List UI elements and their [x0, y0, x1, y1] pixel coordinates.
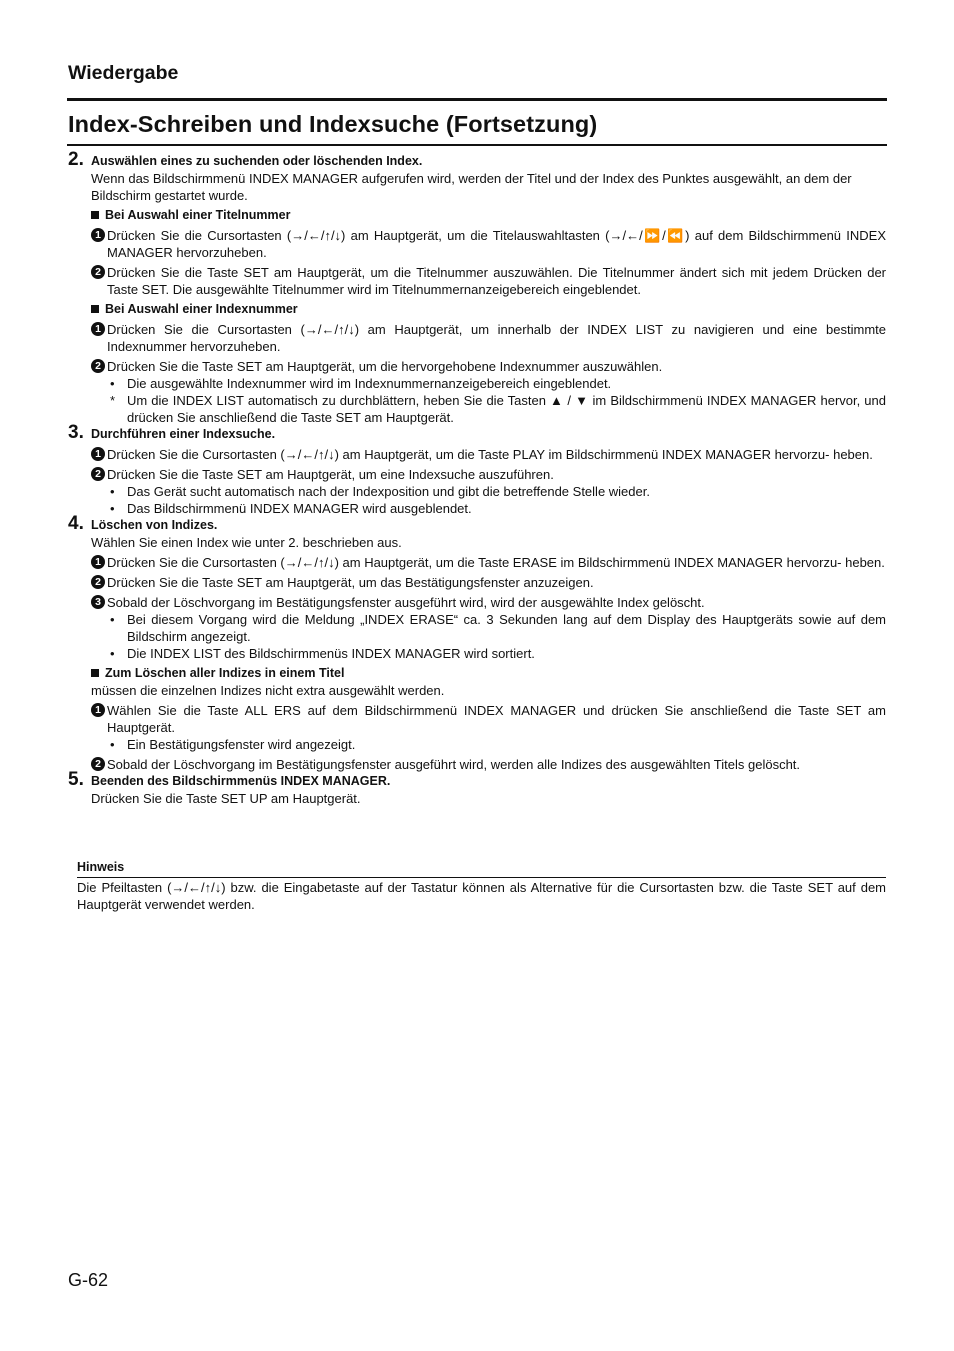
- instruction-text: Drücken Sie die Taste SET am Hauptgerät, um eine Indexsuche auszuführen.: [107, 467, 554, 482]
- numbered-instruction: [68, 358, 886, 375]
- step-number: 3.: [68, 422, 84, 443]
- circled-number-icon: 3: [91, 595, 105, 609]
- bullet-marker: •: [110, 376, 115, 391]
- circled-number-icon: 1: [91, 703, 105, 717]
- title-rule: [67, 144, 887, 146]
- step-heading: Auswählen eines zu suchenden oder löschenden Index.: [91, 154, 423, 168]
- bullet-item: [68, 736, 886, 753]
- numbered-instruction: [68, 554, 886, 571]
- instruction-text: Sobald der Löschvorgang im Bestätigungsfenster ausgeführt wird, werden alle Indizes des ausgewählten Titels gelöscht.: [107, 757, 801, 772]
- step-2: [68, 149, 886, 170]
- numbered-instruction: [68, 574, 886, 591]
- bullet-text: Das Bildschirmmenü INDEX MANAGER wird ausgeblendet.: [127, 501, 472, 516]
- step-intro: Wählen Sie einen Index wie unter 2. beschrieben aus.: [91, 535, 402, 550]
- bullet-marker: *: [110, 393, 116, 408]
- numbered-instruction: [68, 466, 886, 483]
- step-number: 2.: [68, 149, 84, 170]
- numbered-instruction: [68, 594, 886, 611]
- bullet-text: Die INDEX LIST des Bildschirmmenüs INDEX MANAGER wird sortiert.: [127, 646, 535, 661]
- square-bullet-icon: [91, 669, 99, 677]
- circled-number-icon: 1: [91, 322, 105, 336]
- bullet-item: [68, 375, 886, 392]
- numbered-instruction: [68, 264, 886, 298]
- circled-number-icon: 1: [91, 555, 105, 569]
- bullet-marker: •: [110, 501, 115, 516]
- circled-number-icon: 2: [91, 265, 105, 279]
- instructions-body: [68, 149, 886, 807]
- instruction-text: Drücken Sie die Cursortasten (→/←/↑/↓) am Hauptgerät, um innerhalb der INDEX LIST zu navigieren und eine bestimmte Indexnummer hervorzuheben.: [107, 322, 886, 354]
- step-heading: Beenden des Bildschirmmenüs INDEX MANAGER.: [91, 774, 391, 788]
- section-heading: Wiedergabe: [68, 62, 179, 84]
- instruction-text: Wählen Sie die Taste ALL ERS auf dem Bildschirmmenü INDEX MANAGER und drücken Sie anschließend die Taste SET am Hauptgerät.: [107, 703, 886, 735]
- bullet-text: Bei diesem Vorgang wird die Meldung „INDEX ERASE“ ca. 3 Sekunden lang auf dem Display des Hauptgeräts sowie auf dem Bildschirm angezeigt.: [127, 612, 886, 644]
- hint-heading: Hinweis: [77, 859, 886, 878]
- bullet-item: [68, 483, 886, 500]
- hint-text: Die Pfeiltasten (→/←/↑/↓) bzw. die Eingabetaste auf der Tastatur können als Alternative für die Cursortasten bzw. die Taste SET auf dem Hauptgerät verwendet werden.: [77, 880, 886, 912]
- subheading: [68, 665, 886, 682]
- subheading-label: Zum Löschen aller Indizes in einem Titel: [105, 666, 345, 680]
- subheading-intro: müssen die einzelnen Indizes nicht extra ausgewählt werden.: [91, 683, 445, 698]
- bullet-text: Ein Bestätigungsfenster wird angezeigt.: [127, 737, 356, 752]
- bullet-item: [68, 645, 886, 662]
- circled-number-icon: 2: [91, 467, 105, 481]
- step-intro: Wenn das Bildschirmmenü INDEX MANAGER aufgerufen wird, werden der Titel und der Index des Punktes ausgewählt, an dem der Bildschirm gestartet wurde.: [91, 171, 852, 203]
- bullet-marker: •: [110, 646, 115, 661]
- subheading: [68, 207, 886, 224]
- numbered-instruction: [68, 756, 886, 773]
- numbered-instruction: [68, 702, 886, 736]
- step-4: [68, 513, 886, 534]
- hint-box: [77, 859, 886, 913]
- circled-number-icon: 2: [91, 359, 105, 373]
- step-number: 4.: [68, 513, 84, 534]
- page-number: G-62: [68, 1270, 109, 1290]
- step-3: [68, 422, 886, 443]
- bullet-item: [68, 611, 886, 645]
- step-number: 5.: [68, 769, 84, 790]
- instruction-text: Drücken Sie die Taste SET am Hauptgerät, um die hervorgehobene Indexnummer auszuwählen.: [107, 359, 663, 374]
- subheading-label: Bei Auswahl einer Indexnummer: [105, 302, 298, 316]
- instruction-text: Drücken Sie die Taste SET am Hauptgerät, um das Bestätigungsfenster anzuzeigen.: [107, 575, 594, 590]
- instruction-text: Drücken Sie die Cursortasten (→/←/↑/↓) am Hauptgerät, um die Taste PLAY im Bildschirmmenü INDEX MANAGER hervorzu- heben.: [107, 447, 873, 462]
- instruction-text: Drücken Sie die Cursortasten (→/←/↑/↓) am Hauptgerät, um die Taste ERASE im Bildschirmmenü INDEX MANAGER hervorzu- heben.: [107, 555, 885, 570]
- square-bullet-icon: [91, 211, 99, 219]
- numbered-instruction: [68, 227, 886, 261]
- circled-number-icon: 2: [91, 575, 105, 589]
- bullet-item: [68, 392, 886, 426]
- page-title: Index-Schreiben und Indexsuche (Fortsetzung): [68, 111, 598, 137]
- numbered-instruction: [68, 321, 886, 355]
- subheading: [68, 301, 886, 318]
- circled-number-icon: 1: [91, 228, 105, 242]
- step-heading: Löschen von Indizes.: [91, 518, 218, 532]
- step-intro: Drücken Sie die Taste SET UP am Hauptgerät.: [91, 791, 361, 806]
- bullet-marker: •: [110, 737, 115, 752]
- step-5: [68, 769, 886, 790]
- instruction-text: Drücken Sie die Taste SET am Hauptgerät, um die Titelnummer auszuwählen. Die Titelnummer ändert sich mit jedem Drücken der Taste SET. Die ausgewählte Titelnummer wird im Titelnummernanzeigebereich eingeblendet.: [107, 265, 886, 297]
- instruction-text: Sobald der Löschvorgang im Bestätigungsfenster ausgeführt wird, wird der ausgewählte Index gelöscht.: [107, 595, 705, 610]
- section-rule: [67, 98, 887, 101]
- bullet-item: [68, 500, 886, 517]
- bullet-marker: •: [110, 484, 115, 499]
- bullet-text: Die ausgewählte Indexnummer wird im Indexnummernanzeigebereich eingeblendet.: [127, 376, 612, 391]
- numbered-instruction: [68, 446, 886, 463]
- bullet-text: Das Gerät sucht automatisch nach der Indexposition und gibt die betreffende Stelle wieder.: [127, 484, 650, 499]
- square-bullet-icon: [91, 305, 99, 313]
- step-heading: Durchführen einer Indexsuche.: [91, 427, 276, 441]
- instruction-text: Drücken Sie die Cursortasten (→/←/↑/↓) am Hauptgerät, um die Titelauswahltasten (→/←/⏩/⏪) auf dem Bildschirmmenü INDEX MANAGER hervorzuheben.: [107, 228, 886, 260]
- bullet-marker: •: [110, 612, 115, 627]
- circled-number-icon: 2: [91, 757, 105, 771]
- bullet-text: Um die INDEX LIST automatisch zu durchblättern, heben Sie die Tasten ▲ / ▼ im Bildschirmmenü INDEX MANAGER hervor, und drücken Sie anschließend die Taste SET am Hauptgerät.: [127, 393, 886, 425]
- circled-number-icon: 1: [91, 447, 105, 461]
- subheading-label: Bei Auswahl einer Titelnummer: [105, 208, 291, 222]
